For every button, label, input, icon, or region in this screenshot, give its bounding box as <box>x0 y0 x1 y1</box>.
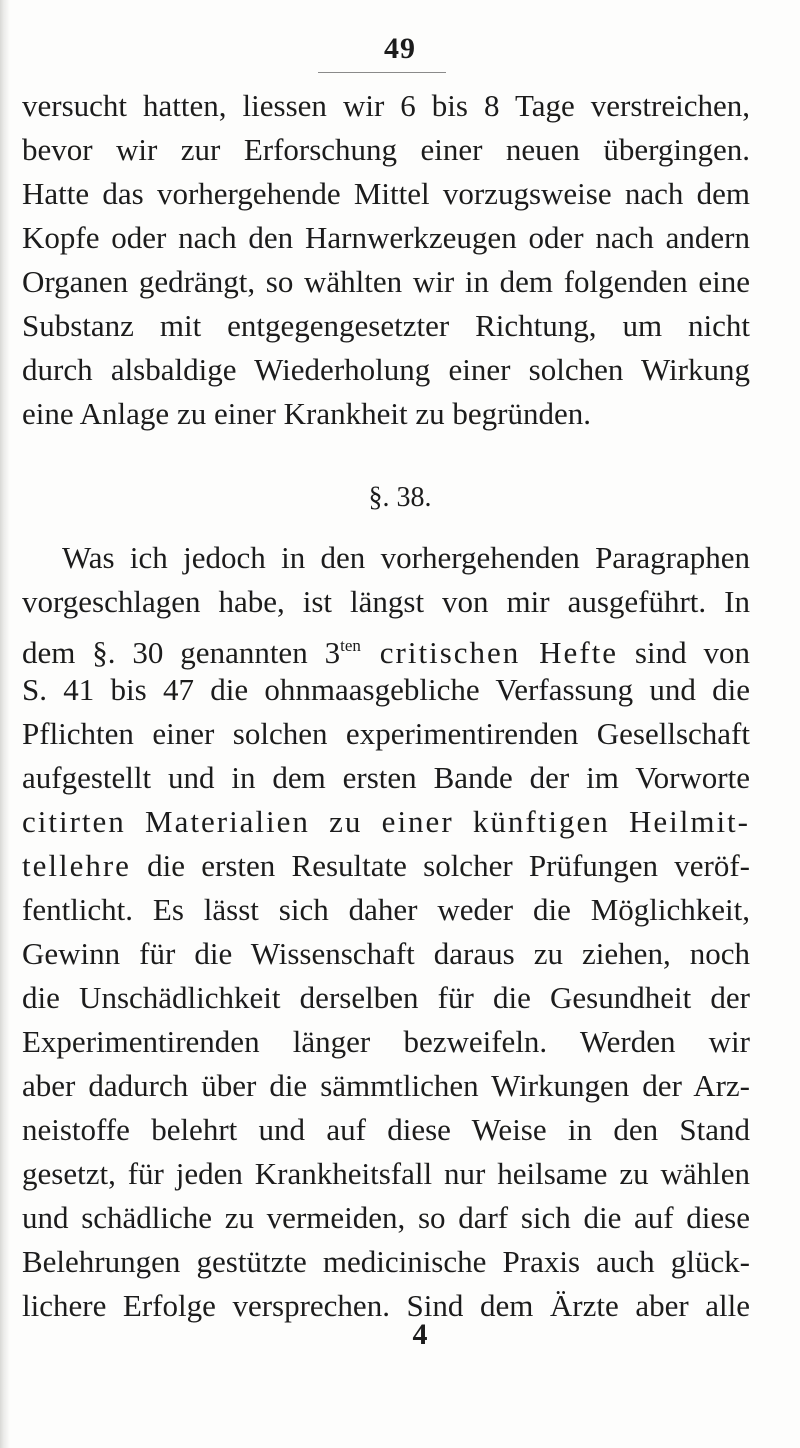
text-line: Pflichten einer solchen experimentirenden Gesellschaft <box>22 716 750 751</box>
text-line: Belehrungen gestützte medicinische Praxis auch glück- <box>22 1244 750 1279</box>
text-line: und schädliche zu vermeiden, so darf sich die auf diese <box>22 1200 750 1235</box>
text-run: dem §. 30 genannten 3 <box>22 635 341 670</box>
text-line-indented: Was ich jedoch in den vorhergehenden Paragraphen <box>62 540 750 575</box>
text-line: neistoffe belehrt und auf diese Weise in den Stand <box>22 1112 750 1147</box>
text-line: Hatte das vorhergehende Mittel vorzugsweise nach dem <box>22 176 750 211</box>
text-line: Substanz mit entgegengesetzter Richtung, um nicht <box>22 308 750 343</box>
signature-mark: 4 <box>412 1318 428 1351</box>
text-line: Organen gedrängt, so wählten wir in dem folgenden eine <box>22 264 750 299</box>
section-heading: §. 38. <box>368 482 432 513</box>
text-run: sind von <box>618 635 750 670</box>
text-line: vorgeschlagen habe, ist längst von mir ausgeführt. In <box>22 584 750 619</box>
text-line <box>22 626 750 673</box>
page-binding-edge <box>0 0 10 1448</box>
text-line <box>22 846 750 886</box>
text-line: S. 41 bis 47 die ohnmaasgebliche Verfassung und die <box>22 672 750 707</box>
text-line-spaced: citirten Materialien zu einer künftigen Heilmit- <box>22 804 750 839</box>
text-line: eine Anlage zu einer Krankheit zu begründen. <box>22 396 591 431</box>
text-line: die Unschädlichkeit derselben für die Gesundheit der <box>22 980 750 1015</box>
text-line: lichere Erfolge versprechen. Sind dem Ärzte aber alle <box>22 1288 750 1323</box>
text-line: versucht hatten, liessen wir 6 bis 8 Tage verstreichen, <box>22 88 750 123</box>
text-line: aufgestellt und in dem ersten Bande der im Vorworte <box>22 760 750 795</box>
text-line: durch alsbaldige Wiederholung einer solchen Wirkung <box>22 352 750 387</box>
superscript: ten <box>340 636 361 655</box>
text-run: die ersten Resultate solcher Prüfungen veröf- <box>130 848 750 883</box>
text-line: fentlicht. Es lässt sich daher weder die Möglichkeit, <box>22 892 750 927</box>
header-rule <box>318 72 446 73</box>
text-line: aber dadurch über die sämmtlichen Wirkungen der Arz- <box>22 1068 750 1103</box>
text-line: gesetzt, für jeden Krankheitsfall nur heilsame zu wählen <box>22 1156 750 1191</box>
spaced-title: tellehre <box>22 848 131 883</box>
text-line: bevor wir zur Erforschung einer neuen übergingen. <box>22 132 750 167</box>
spaced-title: critischen Hefte <box>360 635 619 670</box>
text-line: Kopfe oder nach den Harnwerkzeugen oder nach andern <box>22 220 750 255</box>
text-line: Experimentirenden länger bezweifeln. Werden wir <box>22 1024 750 1059</box>
text-line: Gewinn für die Wissenschaft daraus zu ziehen, noch <box>22 936 750 971</box>
page-number: 49 <box>384 32 416 65</box>
